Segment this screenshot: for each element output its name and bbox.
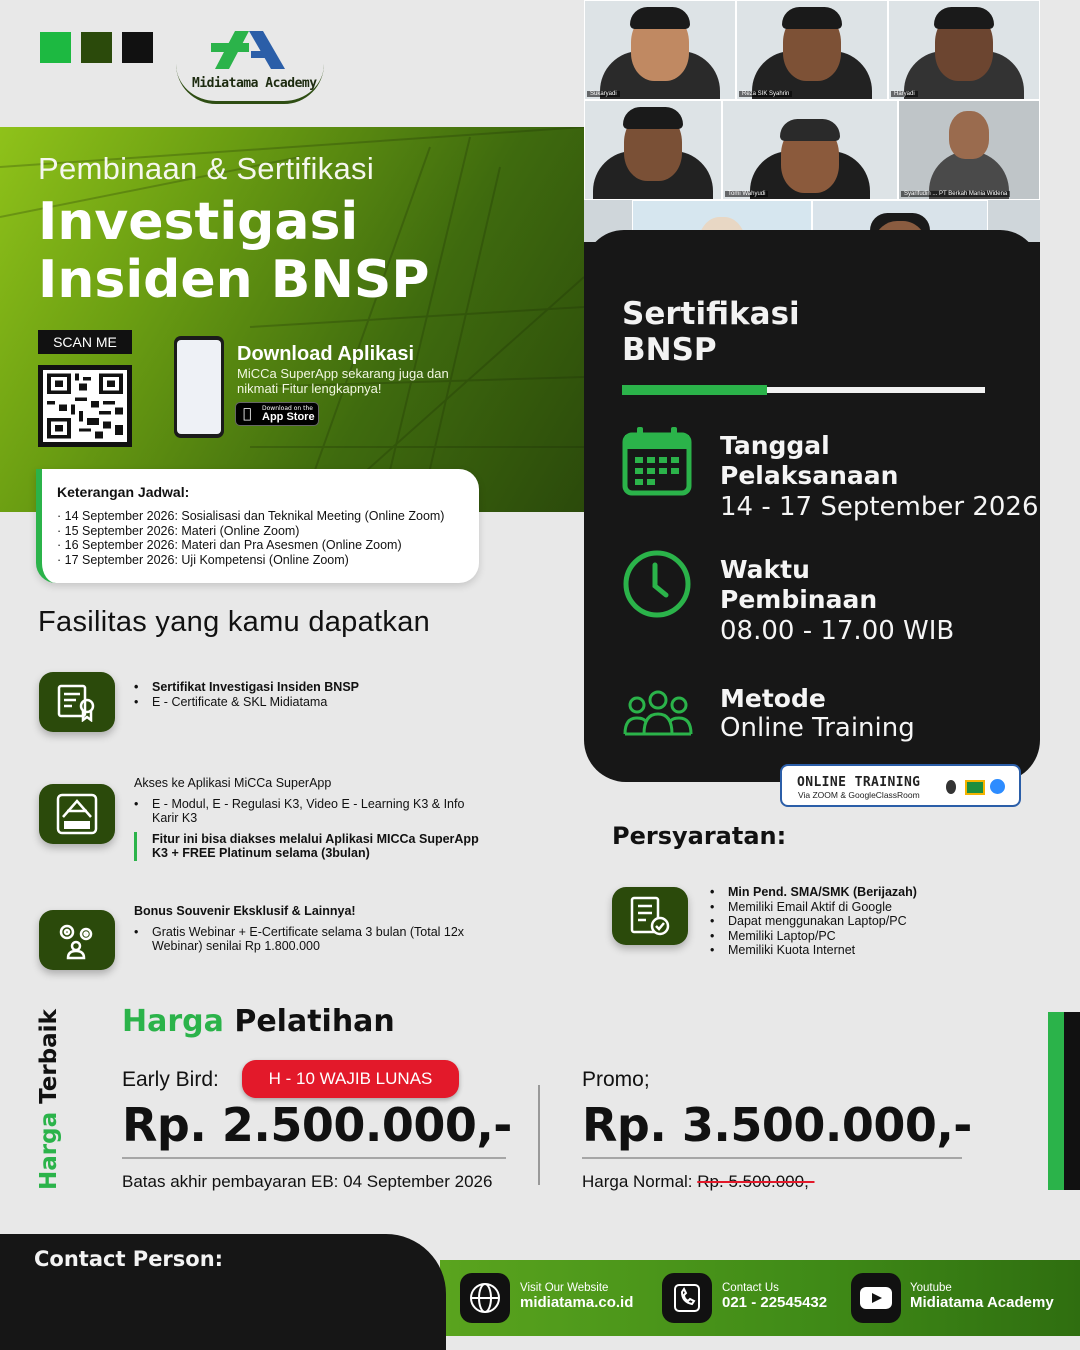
normal-price: Rp. 5.500.000,-	[697, 1172, 815, 1191]
app-store-button[interactable]: Download on the App Store	[235, 402, 319, 426]
schedule-list	[57, 509, 469, 567]
participant-tile: Haryadi	[888, 0, 1040, 100]
brand-square-green	[40, 32, 71, 63]
participant-tile: Sukaryadi	[584, 0, 736, 100]
online-training-badge: ONLINE TRAINING Via ZOOM & GoogleClassRoom	[780, 764, 1021, 807]
certificate-icon	[39, 672, 115, 732]
hero-subtitle: Pembinaan & Sertifikasi	[38, 151, 375, 186]
contact-phone[interactable]: Contact Us 021 - 22545432	[722, 1282, 828, 1311]
panel-divider-accent	[622, 385, 767, 395]
youtube-icon[interactable]	[851, 1273, 901, 1323]
hero-title-line1: Investigasi	[38, 192, 359, 252]
facilities-heading: Fasilitas yang kamu dapatkan	[38, 606, 431, 638]
schedule-card	[36, 469, 479, 583]
scan-me-label: SCAN ME	[38, 330, 132, 354]
apple-icon	[243, 406, 251, 422]
promo-price: Rp. 3.500.000,-	[582, 1098, 972, 1152]
requirement-item: • Memiliki Email Aktif di Google	[710, 900, 917, 915]
requirement-item: • Memiliki Kuota Internet	[710, 943, 917, 958]
phone-icon[interactable]	[662, 1273, 712, 1323]
micca-pro-icon	[39, 784, 115, 844]
gears-person-icon	[39, 910, 115, 970]
contact-person-label: Contact Person:	[34, 1247, 224, 1271]
brand-square-darkgreen	[81, 32, 112, 63]
google-classroom-icon	[965, 780, 985, 795]
website-link[interactable]: Visit Our Website midiatama.co.id	[520, 1282, 634, 1311]
facility-2: Akses ke Aplikasi MiCCa SuperApp • E - Modul, E - Regulasi K3, Video E - Learning K3 & Info Karir K3 Fitur ini bisa diakses melalui Aplikasi MICCa SuperApp K3 + FREE Platinum selama (3bulan)	[134, 776, 494, 861]
best-price-vertical: Harga Terbaik	[36, 1009, 62, 1190]
brand-square-black	[122, 32, 153, 63]
time-label: Waktu Pembinaan	[720, 555, 878, 614]
requirement-item: • Memiliki Laptop/PC	[710, 929, 917, 944]
promo-label: Promo;	[582, 1068, 650, 1091]
participant-tile: Tomi Wahyudi	[722, 100, 898, 200]
participant-tile: Syarifudin ... PT Berkah Mania Widena	[898, 100, 1040, 200]
facility-3: Bonus Souvenir Eksklusif & Lainnya! • Gratis Webinar + E-Certificate selama 3 bulan (Total 12x Webinar) senilai Rp 1.800.000	[134, 904, 494, 954]
promo-price-underline	[582, 1157, 962, 1159]
schedule-item: · 16 September 2026: Materi dan Pra Asesmen (Online Zoom)	[57, 538, 469, 553]
normal-price-note: Harga Normal: Rp. 5.500.000,-	[582, 1172, 815, 1191]
early-bird-price: Rp. 2.500.000,-	[122, 1098, 512, 1152]
schedule-item: · 15 September 2026: Materi (Online Zoom)	[57, 524, 469, 539]
video-call-collage	[584, 0, 1040, 242]
date-label: Tanggal Pelaksanaan	[720, 431, 899, 490]
app-phone-mockup	[174, 336, 224, 438]
early-bird-label: Early Bird:	[122, 1068, 219, 1091]
facility-1: • Sertifikat Investigasi Insiden BNSP • E - Certificate & SKL Midiatama	[134, 680, 464, 709]
download-title: Download Aplikasi	[237, 343, 415, 365]
requirements-list	[710, 885, 917, 958]
schedule-item: · 17 September 2026: Uji Kompetensi (Online Zoom)	[57, 553, 469, 568]
zoom-icon	[990, 779, 1005, 794]
logo-text: Midiatama Academy	[192, 76, 317, 91]
early-bird-deadline-pill: H - 10 WAJIB LUNAS	[242, 1060, 459, 1098]
youtube-link[interactable]: Youtube Midiatama Academy	[910, 1282, 1054, 1311]
hero-title	[38, 193, 429, 309]
group-icon	[622, 688, 694, 742]
panel-title: Sertifikasi BNSP	[622, 296, 800, 368]
qr-code[interactable]	[38, 365, 132, 447]
download-description: MiCCa SuperApp sekarang juga dan nikmati Fitur lengkapnya!	[237, 366, 449, 396]
participant-tile	[584, 100, 722, 200]
qr-pattern-icon	[43, 370, 127, 442]
requirement-item: • Dapat menggunakan Laptop/PC	[710, 914, 917, 929]
method-label: Metode	[720, 684, 826, 713]
early-price-underline	[122, 1157, 506, 1159]
schedule-heading: Keterangan Jadwal:	[57, 484, 190, 500]
calendar-icon	[622, 425, 692, 501]
schedule-item: · 14 September 2026: Sosialisasi dan Teknikal Meeting (Online Zoom)	[57, 509, 469, 524]
hero-title-line2: Insiden BNSP	[38, 250, 430, 310]
webcam-icon	[946, 780, 956, 794]
facility-2-note: Fitur ini bisa diakses melalui Aplikasi MICCa SuperApp K3 + FREE Platinum selama (3bulan)	[134, 832, 494, 861]
method-value: Online Training	[720, 713, 915, 743]
globe-icon[interactable]	[460, 1273, 510, 1323]
early-bird-deadline-note: Batas akhir pembayaran EB: 04 September 2026	[122, 1172, 493, 1191]
side-strip-accent	[1048, 1012, 1064, 1190]
date-value: 14 - 17 September 2026	[720, 492, 1039, 522]
participant-tile: Reza SIK Syahrin	[736, 0, 888, 100]
price-heading: Harga Pelatihan	[122, 1004, 395, 1039]
price-divider	[538, 1085, 540, 1185]
time-value: 08.00 - 17.00 WIB	[720, 616, 955, 646]
clock-icon	[622, 549, 692, 623]
requirement-item: • Min Pend. SMA/SMK (Berijazah)	[710, 885, 917, 900]
checklist-icon	[612, 887, 688, 945]
requirements-heading: Persyaratan:	[612, 822, 787, 850]
